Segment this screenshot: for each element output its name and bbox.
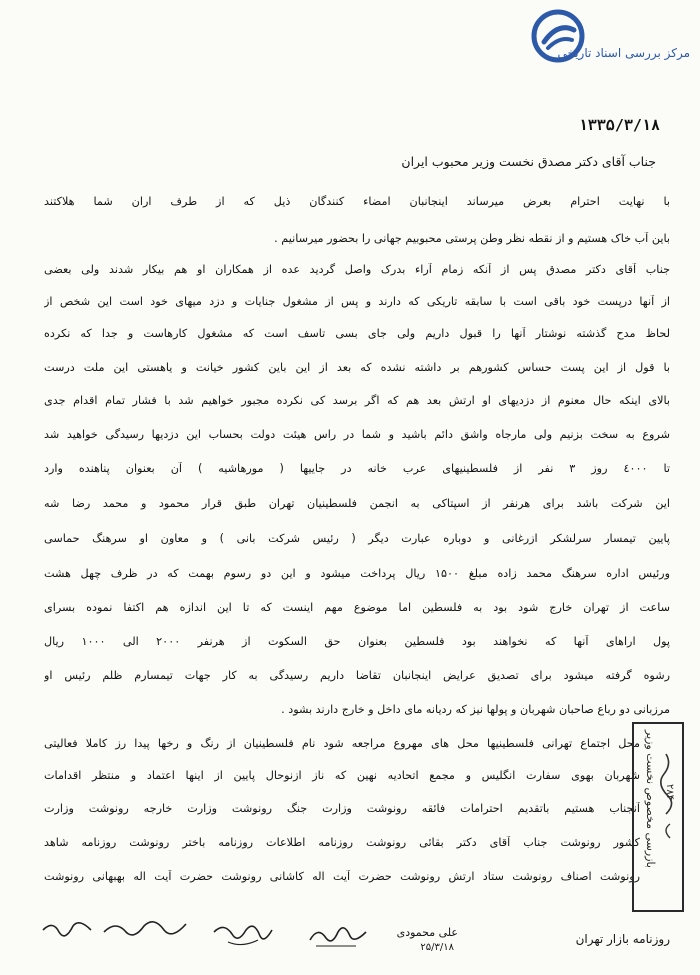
- handwritten-signature-icon: [100, 916, 190, 946]
- letter-line: شروع به سخت بزنیم ولی مارجاه واشق دائم باشید و شما در راس هیئت دولت بحساب این دزدیها رسیدگی خواهید شد: [44, 428, 670, 441]
- letter-line: باین آب خاک هستیم و از نقطه نظر وطن پرستی محبوبیم جهانی را بحضور میرسانیم .: [274, 232, 670, 245]
- letter-line: تا ٤٠٠٠ روز ٣ نفر از فلسطینیهای عرب خانه در جاییها ( مورهاشیه ) آن بعنوان پناهنده وارد: [44, 462, 670, 475]
- letter-line: این شرکت باشد برای هرنفر از اسپتاکی به انجمن فلسطینیان تهران طبق قرار محمود و محمد رضا شه: [44, 497, 670, 510]
- handwritten-signature-icon: [39, 916, 95, 944]
- inspection-stamp: [632, 722, 684, 912]
- stamp-scribble-icon: [634, 724, 682, 910]
- letter-line: پایین تیمسار سرلشکر ازرغانی و دوباره عبارت دیگر ( رئیس شرکت بانی ) و معاون او سرهنگ حماسی: [44, 532, 670, 545]
- signature-name: علی محمودی: [396, 926, 458, 939]
- stamp-handwritten-number: ۲۸۴: [664, 784, 675, 801]
- letter-line: جناب آقای دکتر مصدق پس از آنکه زمام آراء بدرک واصل گردید عده از همکاران او هم بیکار شدند ولی بعضی: [44, 263, 670, 276]
- letter-line: ساعت از تهران خارج شود بود به فلسطین اما موضوع مهم اینست که تا این اندازه هم اکتفا نموده بسرای: [44, 601, 670, 614]
- letter-line: شهربان بهوی سفارت انگلیس و مجمع اتحادیه نهین که ناز ازنوحال پایین از اینها اعتماد و منتظر اقدامات: [44, 769, 640, 782]
- signature-date: ۲۵/۳/۱۸: [420, 942, 454, 953]
- closing-line: روزنامه بازار تهران: [575, 932, 670, 946]
- letter-line: پول اراهای آنها که نخواهند بود فلسطین بعنوان حق السکوت از هرنفر ۲۰۰۰ الی ۱۰۰۰ ریال: [44, 635, 670, 648]
- letter-line: ورئیس اداره سرهنگ محمد زاده مبلغ ۱۵۰۰ ریال پرداخت میشود و این دو رسوم بهمت که در ظرف چهل هشت: [44, 567, 670, 580]
- handwritten-signature-icon: [306, 922, 370, 952]
- letter-line: رونوشت اصناف رونوشت ستاد ارتش رونوشت حضرت آیت اله کاشانی رونوشت حضرت آیت اله بهبهانی رونوشت: [44, 870, 640, 883]
- letter-line: محل اجتماع تهرانی فلسطینیها محل های مهروع مراجعه شود نام فلسطینیان از رنگ و رخها پیدا رز کاملا فعالیتی: [44, 737, 640, 750]
- letter-line: از آنها درپست خود باقی است با سابقه تاریکی که دارند و پس از مشغول جنایات و دزد میهای خود است این شخص از: [44, 295, 670, 308]
- archive-logo-text: مرکز بررسی اسناد تاریخی: [557, 46, 690, 60]
- letter-line: آنجناب هستیم باتقدیم احترامات فائقه رونوشت وزارت جنگ رونوشت وزارت خارجه رونوشت وزارت: [44, 802, 640, 815]
- letter-line: لحاظ مدح گذشته نوشتار آنها را قبول داریم ولی جای بسی تاسف است که مشغول کارهاست و جدا که نکرده: [44, 327, 670, 340]
- archive-logo: [480, 8, 690, 68]
- signature-block: [40, 912, 670, 962]
- salutation: جناب آقای دکتر مصدق نخست وزیر محبوب ایران: [401, 154, 656, 169]
- letter-line: با قول از این پست حساس کشورهم بر داشته نشده که بعد از این باین کشور خیانت و یاهستی این ملت درست: [44, 361, 670, 374]
- stamp-text: بازرسی مخصوص نخست وزیر: [644, 730, 657, 868]
- letter-line: رشوه گرفته میشود برای تصدیق عرایض اینجانبان تقاضا داریم رسیدگی به کار جهات تیمسارم ظلم رئیس او: [44, 669, 670, 682]
- letter-line: مرزبانی دو رباع صاحبان شهربان و پولها نیز که ردیانه مای داخل و خارج دارند بشود .: [281, 703, 670, 716]
- letter-date: ۱۳۳۵/۳/۱۸: [578, 116, 660, 134]
- letter-line: کشور رونوشت جناب آقای دکتر بقائی رونوشت روزنامه اطلاعات روزنامه باختر رونوشت روزنامه شاهد: [44, 836, 640, 849]
- letter-line: با نهایت احترام بعرض میرساند اینجانبان امضاء کنندگان ذیل که از طرف اران شما هلاکتند: [44, 195, 670, 208]
- letter-line: بالای اینکه حال معنوم از دزدیهای او ارتش بعد هم که اگر برسد کی نکرده مجبور خواهیم شد با فشار تمام اقدام جدی: [44, 394, 670, 407]
- handwritten-signature-icon: [208, 918, 278, 950]
